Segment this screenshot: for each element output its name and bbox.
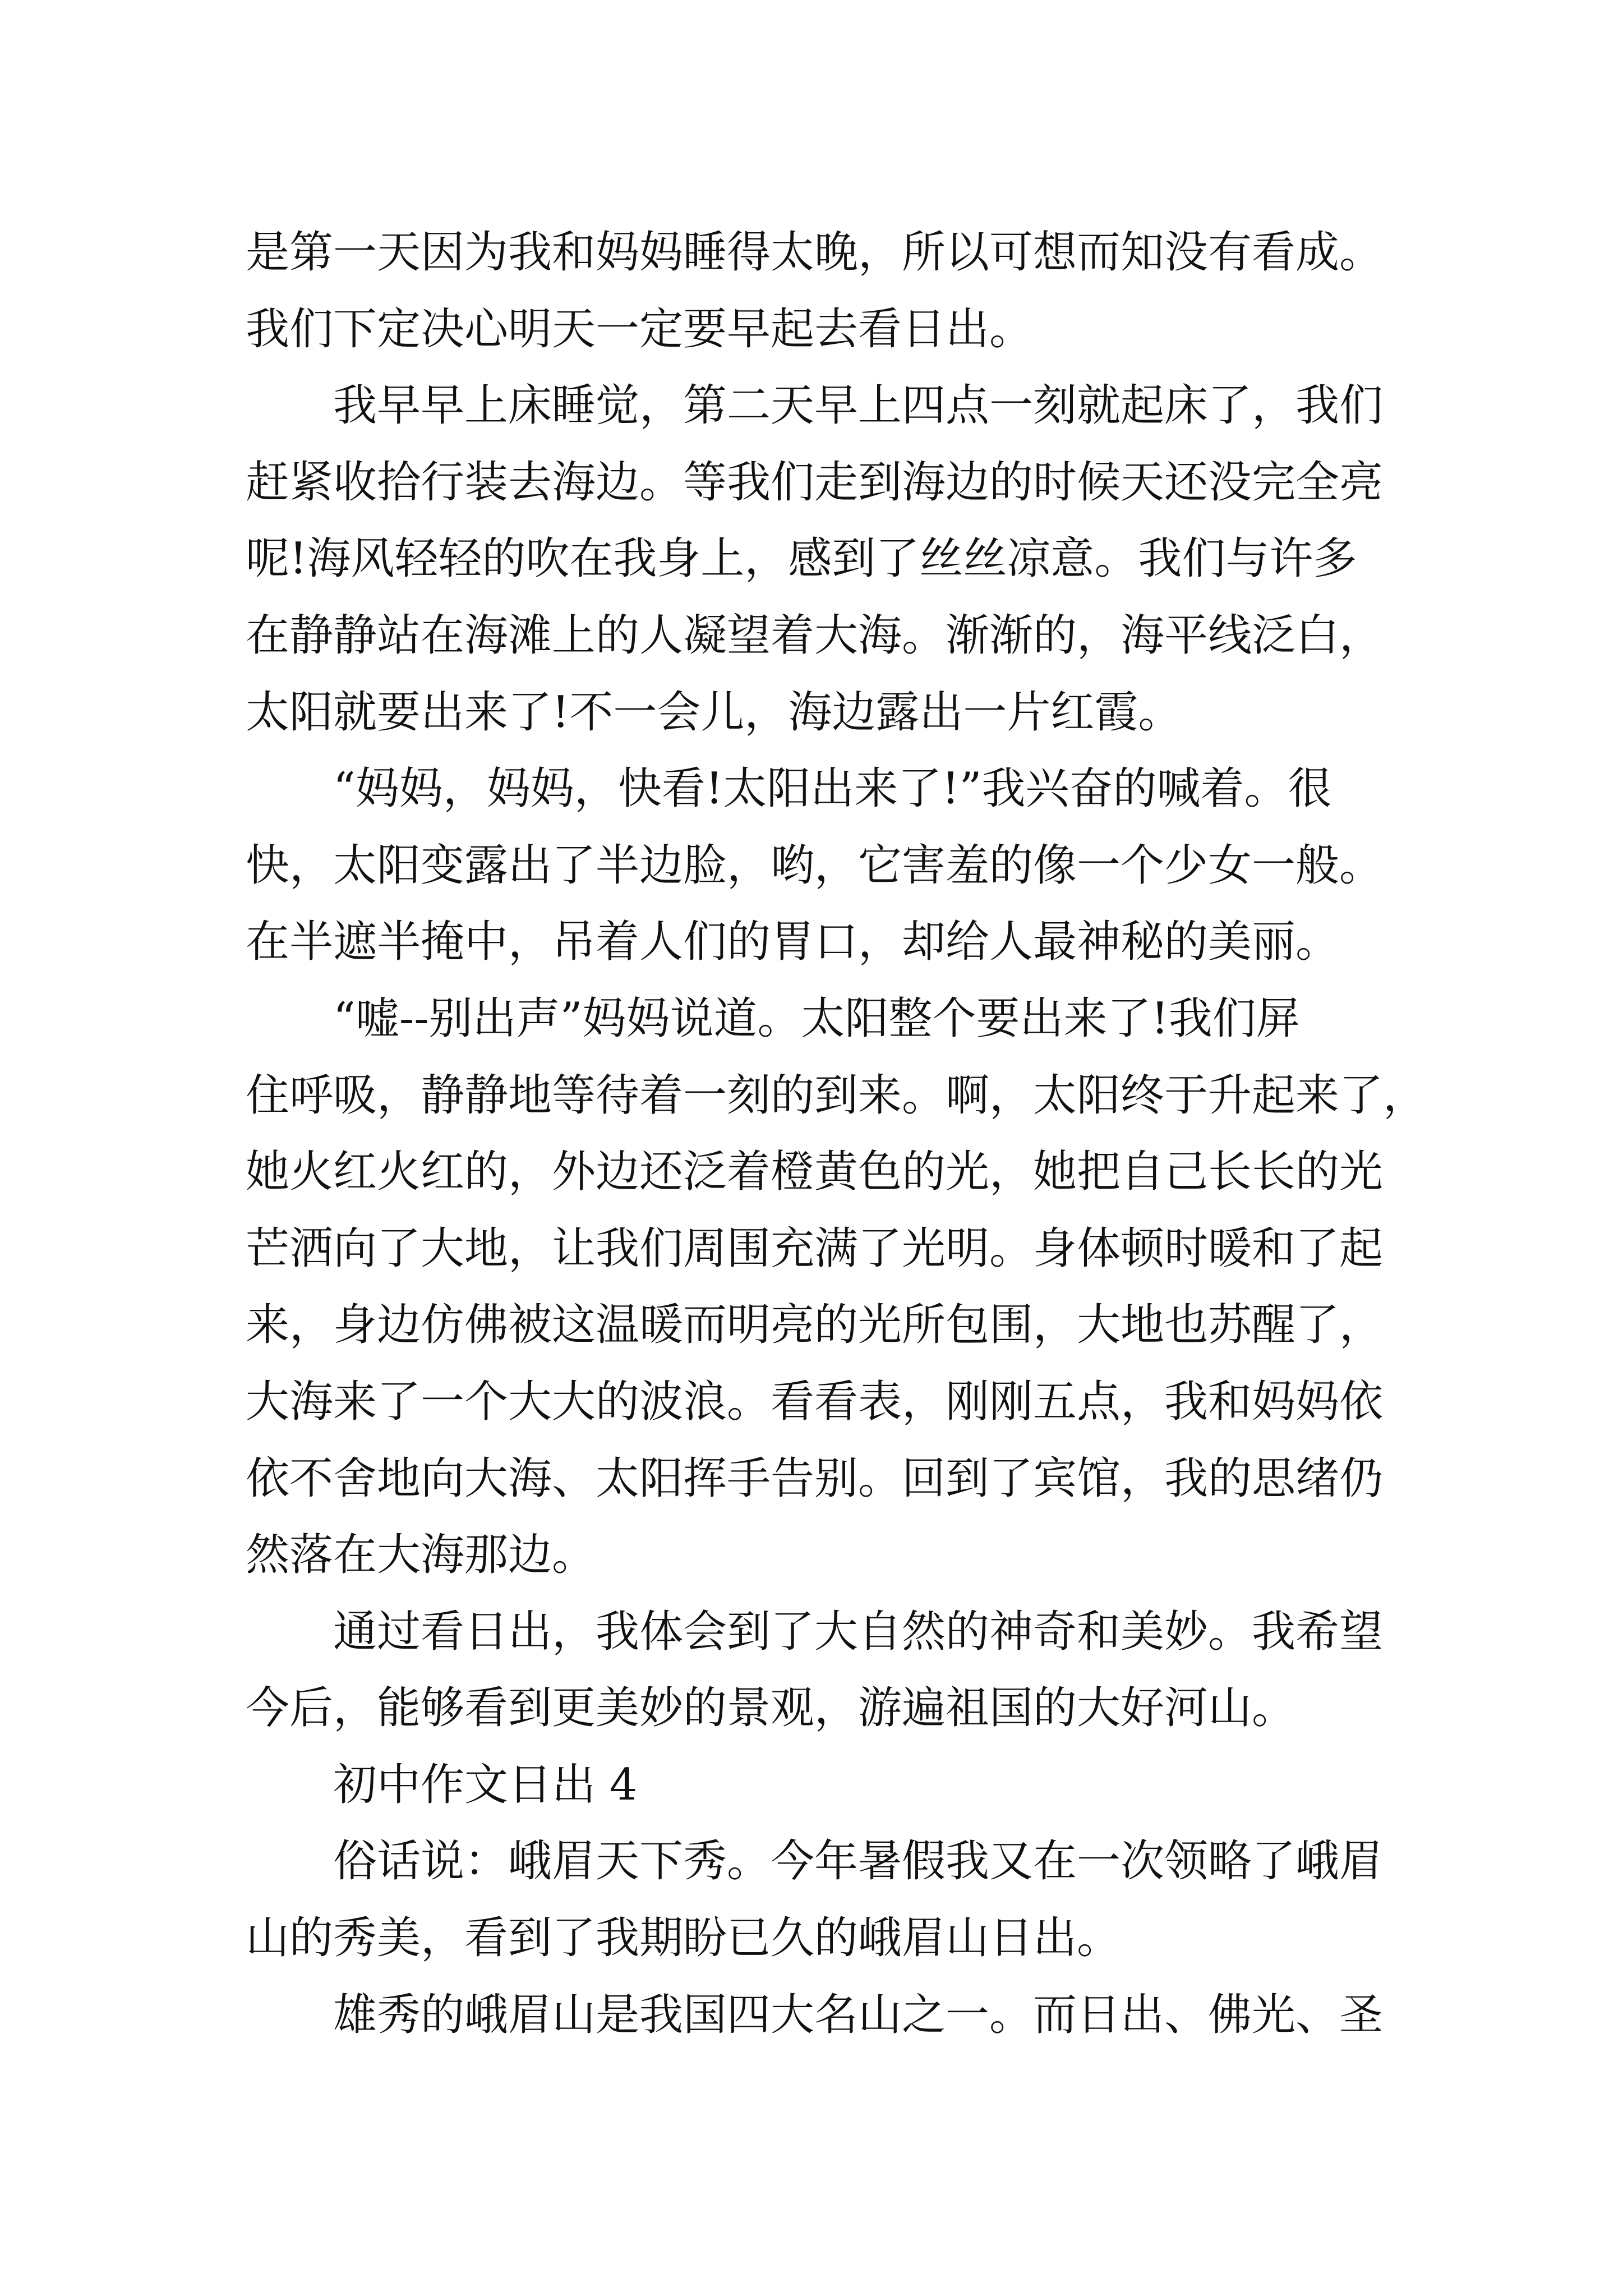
paragraph-first-line: 雄秀的峨眉山是我国四大名山之一。而日出、佛光、圣: [333, 1989, 1384, 2040]
text-line: 太阳就要出来了!不一会儿，海边露出一片红霞。: [246, 687, 1182, 738]
paragraph-first-line: 我早早上床睡觉，第二天早上四点一刻就起床了，我们: [333, 380, 1384, 431]
text-line: 呢!海风轻轻的吹在我身上，感到了丝丝凉意。我们与许多: [246, 533, 1357, 585]
paragraph-first-line: “嘘--别出声”妈妈说道。太阳整个要出来了!我们屏: [333, 993, 1300, 1044]
document-body: [246, 214, 1427, 2053]
text-line: 是第一天因为我和妈妈睡得太晚，所以可想而知没有看成。: [246, 227, 1384, 278]
text-line: 大海来了一个大大的波浪。看看表，刚刚五点，我和妈妈依: [246, 1376, 1384, 1427]
text-line: 来，身边仿佛被这温暖而明亮的光所包围，大地也苏醒了，: [246, 1300, 1384, 1351]
paragraph-first-line: 通过看日出，我体会到了大自然的神奇和美妙。我希望: [333, 1606, 1384, 1657]
text-line: 今后，能够看到更美妙的景观，游遍祖国的大好河山。: [246, 1683, 1296, 1734]
text-line: 住呼吸，静静地等待着一刻的到来。啊，太阳终于升起来了，: [246, 1070, 1427, 1121]
text-line: 芒洒向了大地，让我们周围充满了光明。身体顿时暖和了起: [246, 1223, 1384, 1274]
text-line: 山的秀美，看到了我期盼已久的峨眉山日出。: [246, 1913, 1121, 1964]
paragraph-first-line: 俗话说：峨眉天下秀。今年暑假我又在一次领略了峨眉: [333, 1836, 1384, 1887]
section-heading: 初中作文日出 4: [333, 1759, 638, 1810]
text-line: 赶紧收拾行装去海边。等我们走到海边的时候天还没完全亮: [246, 457, 1384, 508]
text-line: 依不舍地向大海、太阳挥手告别。回到了宾馆，我的思绪仍: [246, 1453, 1384, 1504]
text-line: 我们下定决心明天一定要早起去看日出。: [246, 303, 1034, 355]
text-line: 快，太阳变露出了半边脸，哟，它害羞的像一个少女一般。: [246, 840, 1384, 891]
text-line: 在静静站在海滩上的人凝望着大海。渐渐的，海平线泛白，: [246, 610, 1384, 661]
text-line: 在半遮半掩中，吊着人们的胃口，却给人最神秘的美丽。: [246, 917, 1340, 968]
text-line: 她火红火红的，外边还泛着橙黄色的光，她把自己长长的光: [246, 1147, 1384, 1198]
paragraph-first-line: “妈妈，妈妈，快看!太阳出来了!”我兴奋的喊着。很: [333, 763, 1332, 815]
text-line: 然落在大海那边。: [246, 1530, 596, 1581]
